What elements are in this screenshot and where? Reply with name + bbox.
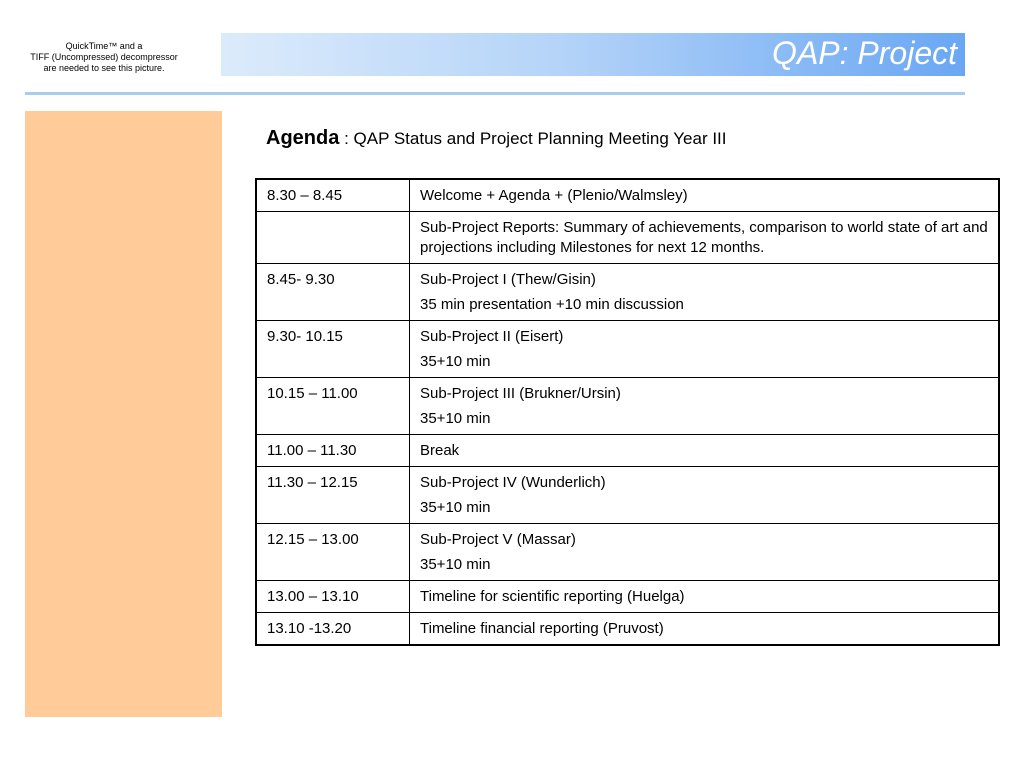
table-row: [256, 179, 999, 212]
agenda-item-title: Sub-Project Reports: Summary of achievements, comparison to world state of art and projections including Milestones for next 12 months.: [420, 219, 988, 256]
title-banner: [221, 33, 965, 76]
side-panel: [25, 111, 222, 717]
agenda-item-cell: [410, 435, 1000, 467]
agenda-item-title: Timeline financial reporting (Pruvost): [420, 620, 664, 637]
agenda-item-title: Sub-Project IV (Wunderlich): [420, 474, 606, 491]
agenda-time-cell: 11.00 – 11.30: [256, 435, 410, 467]
table-row: [256, 435, 999, 467]
agenda-time-cell: 13.10 -13.20: [256, 613, 410, 646]
agenda-item-title: Sub-Project III (Brukner/Ursin): [420, 385, 621, 402]
agenda-item-title: Sub-Project V (Massar): [420, 531, 576, 548]
agenda-item-cell: [410, 179, 1000, 212]
agenda-item-cell: [410, 467, 1000, 524]
agenda-time-cell: 11.30 – 12.15: [256, 467, 410, 524]
notice-line: are needed to see this picture.: [43, 63, 165, 73]
slide-title: QAP: Project: [772, 35, 957, 71]
agenda-item-cell: [410, 581, 1000, 613]
agenda-item-title: Sub-Project II (Eisert): [420, 328, 564, 345]
agenda-item-cell: [410, 212, 1000, 264]
table-row: [256, 378, 999, 435]
quicktime-placeholder-notice: [14, 41, 194, 74]
agenda-time-cell: 12.15 – 13.00: [256, 524, 410, 581]
table-row: [256, 321, 999, 378]
agenda-item-cell: [410, 524, 1000, 581]
table-row: [256, 613, 999, 646]
agenda-item-title: Welcome + Agenda + (Plenio/Walmsley): [420, 187, 688, 204]
agenda-item-detail: 35+10 min: [420, 556, 491, 573]
agenda-table: [255, 178, 1000, 646]
agenda-time-cell: 8.30 – 8.45: [256, 179, 410, 212]
agenda-item-cell: [410, 264, 1000, 321]
table-row: [256, 212, 999, 264]
agenda-time-cell: 10.15 – 11.00: [256, 378, 410, 435]
agenda-time-cell: 8.45- 9.30: [256, 264, 410, 321]
agenda-item-detail: 35+10 min: [420, 410, 491, 427]
agenda-time-cell: 13.00 – 13.10: [256, 581, 410, 613]
agenda-time-cell: 9.30- 10.15: [256, 321, 410, 378]
agenda-heading-label: Agenda: [266, 127, 340, 149]
agenda-item-detail: 35+10 min: [420, 499, 491, 516]
table-row: [256, 467, 999, 524]
notice-line: QuickTime™ and a: [65, 41, 143, 51]
agenda-item-title: Timeline for scientific reporting (Huelga): [420, 588, 685, 605]
table-row: [256, 264, 999, 321]
notice-line: TIFF (Uncompressed) decompressor: [30, 52, 178, 62]
divider: [25, 92, 965, 95]
table-row: [256, 581, 999, 613]
agenda-time-cell: [256, 212, 410, 264]
agenda-heading-subtitle: : QAP Status and Project Planning Meeting Year III: [339, 129, 727, 148]
agenda-item-title: Sub-Project I (Thew/Gisin): [420, 271, 596, 288]
agenda-item-detail: 35 min presentation +10 min discussion: [420, 296, 684, 313]
agenda-item-cell: [410, 321, 1000, 378]
agenda-item-title: Break: [420, 442, 460, 459]
agenda-heading: [266, 127, 727, 150]
agenda-item-cell: [410, 613, 1000, 646]
table-row: [256, 524, 999, 581]
agenda-item-cell: [410, 378, 1000, 435]
agenda-item-detail: 35+10 min: [420, 353, 491, 370]
